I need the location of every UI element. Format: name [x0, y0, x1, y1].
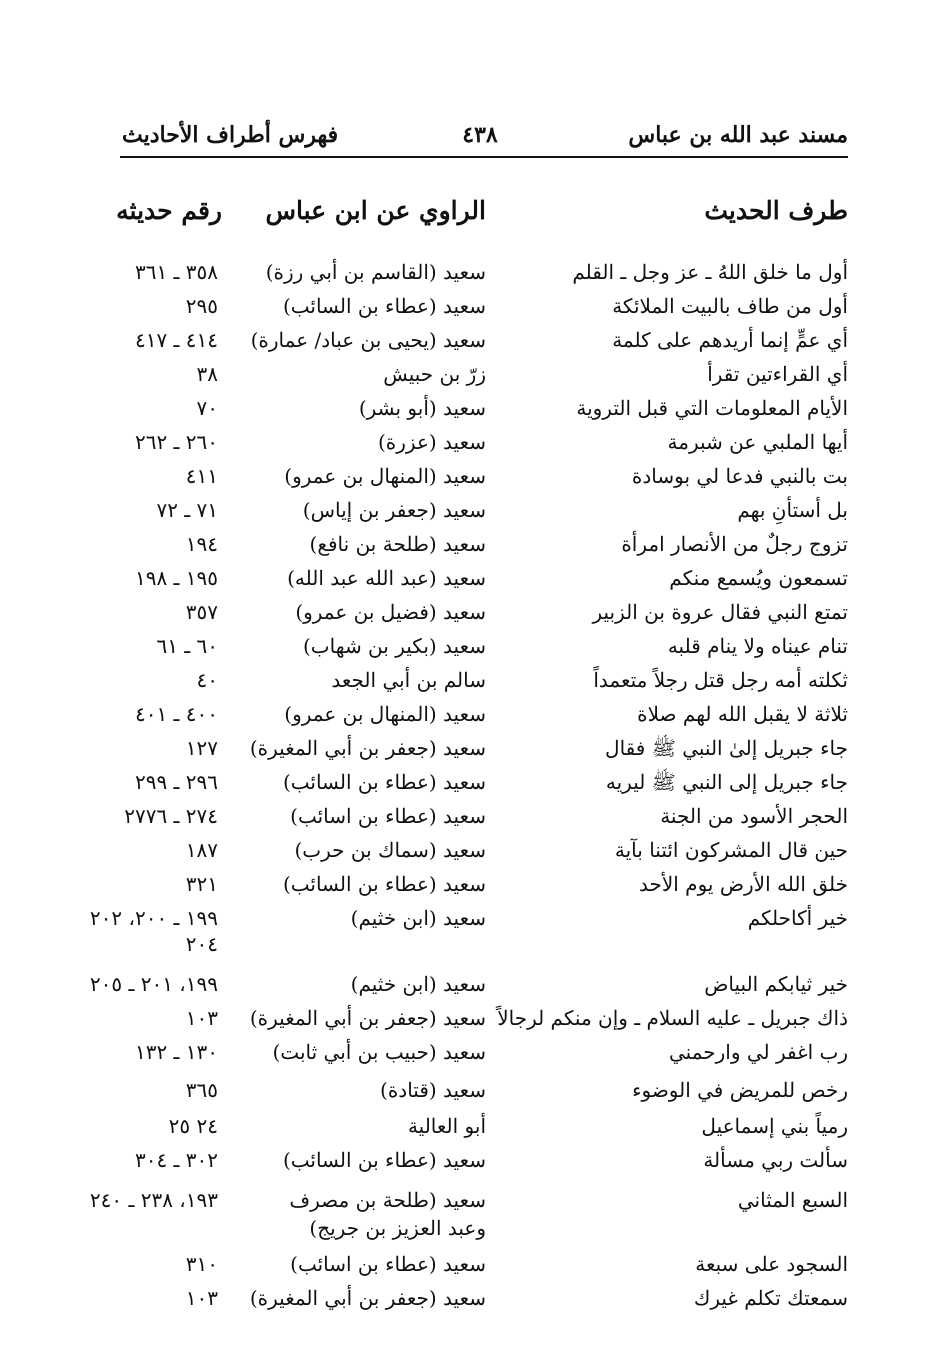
narrator-text: سعيد (المنهال بن عمرو) [284, 464, 486, 488]
narrator-text: سعيد (عطاء بن السائب) [282, 294, 486, 318]
narrator-text: سعيد (سماك بن حرب) [294, 838, 486, 862]
table-row [0, 1004, 940, 1038]
hadith-text: السبع المثاني [737, 1188, 848, 1212]
table-row [0, 870, 940, 904]
hadith-text: رمياً بني إسماعيل [701, 1114, 848, 1138]
hadith-number: ٧٠ [196, 396, 218, 420]
table-row [0, 632, 940, 666]
hadith-text: تنام عيناه ولا ينام قلبه [667, 634, 848, 658]
narrator-text: سعيد (ابن خثيم) [350, 972, 486, 996]
narrator-text: سعيد (طلحة بن مصرف [289, 1188, 486, 1212]
table-row [0, 258, 940, 292]
table-row [0, 1112, 940, 1146]
hadith-text: خير ثيابكم البياض [704, 972, 848, 996]
hadith-text: بل أستأنِ بهم [737, 498, 848, 522]
hadith-number: ٣٦٥ [185, 1078, 218, 1102]
hadith-text: تمتع النبي فقال عروة بن الزبير [592, 600, 848, 624]
hadith-number: ٢٩٦ ـ ٢٩٩ [134, 770, 218, 794]
table-row [0, 1038, 940, 1072]
hadith-text: حين قال المشركون ائتنا بآية [614, 838, 848, 862]
table-row [0, 1186, 940, 1240]
table-row [0, 904, 940, 956]
narrator-text: سعيد (عطاء بن اسائب) [290, 804, 486, 828]
narrator-text: أبو العالية [407, 1114, 486, 1138]
hadith-text: رخص للمريض في الوضوء [632, 1078, 848, 1102]
hadith-number: ٤١٤ ـ ٤١٧ [134, 328, 218, 352]
hadith-text: ذاك جبريل ـ عليه السلام ـ وإن منكم لرجالاً [497, 1006, 848, 1030]
hadith-number-continuation: ٢٠٤ [185, 932, 218, 956]
hadith-text: أي عمٍّ إنما أريدهم على كلمة [612, 328, 848, 352]
hadith-number: ٤٠٠ ـ ٤٠١ [134, 702, 218, 726]
narrator-text: سعيد (جعفر بن أبي المغيرة) [249, 736, 486, 760]
hadith-text: الأيام المعلومات التي قبل التروية [576, 396, 848, 420]
table-row [0, 734, 940, 768]
hadith-number: ١٨٧ [185, 838, 218, 862]
hadith-text: تزوج رجلٌ من الأنصار امرأة [621, 532, 848, 556]
table-row [0, 292, 940, 326]
hadith-number: ٣٥٧ [185, 600, 218, 624]
narrator-text: سعيد (جعفر بن أبي المغيرة) [249, 1286, 486, 1310]
table-row [0, 700, 940, 734]
hadith-text: خلق الله الأرض يوم الأحد [639, 872, 848, 896]
hadith-text: بت بالنبي فدعا لي بوسادة [631, 464, 848, 488]
hadith-number: ١٩٤ [185, 532, 218, 556]
hadith-number: ٧١ ـ ٧٢ [156, 498, 218, 522]
narrator-text: سعيد (حبيب بن أبي ثابت) [272, 1040, 486, 1064]
hadith-number: ١٩٥ ـ ١٩٨ [134, 566, 218, 590]
narrator-text: سعيد (فضيل بن عمرو) [295, 600, 486, 624]
table-row [0, 1076, 940, 1110]
narrator-text: سعيد (عطاء بن السائب) [282, 1148, 486, 1172]
hadith-number: ٢٩٥ [185, 294, 218, 318]
hadith-text: خير أكاحلكم [747, 906, 848, 930]
hadith-number: ٦٠ ـ ٦١ [156, 634, 218, 658]
hadith-number: ٣١٠ [185, 1252, 218, 1276]
hadith-number: ٢٦٠ ـ ٢٦٢ [134, 430, 218, 454]
hadith-number: ١٣٠ ـ ١٣٢ [134, 1040, 218, 1064]
hadith-text: تسمعون ويُسمع منكم [669, 566, 848, 590]
narrator-text: سعيد (يحيى بن عباد/ عمارة) [250, 328, 486, 352]
narrator-text: سعيد (عزرة) [377, 430, 486, 454]
book-title: مسند عبد الله بن عباس [628, 122, 848, 148]
table-row [0, 462, 940, 496]
narrator-text: سعيد (طلحة بن نافع) [309, 532, 486, 556]
narrator-text: سعيد (بكير بن شهاب) [303, 634, 486, 658]
hadith-number: ٢٧٤ ـ ٢٧٧٦ [124, 804, 218, 828]
hadith-number: ٣٠٢ ـ ٣٠٤ [134, 1148, 218, 1172]
table-row [0, 802, 940, 836]
table-row [0, 1250, 940, 1284]
hadith-text: السجود على سبعة [695, 1252, 848, 1276]
hadith-text: أول من طاف بالبيت الملائكة [612, 294, 848, 318]
narrator-text: سعيد (المنهال بن عمرو) [284, 702, 486, 726]
table-row [0, 360, 940, 394]
hadith-text: الحجر الأسود من الجنة [660, 804, 848, 828]
table-row [0, 666, 940, 700]
column-header-hadith: طرف الحديث [704, 196, 848, 225]
table-row [0, 564, 940, 598]
hadith-text: جاء جبريل إلىٰ النبي ﷺ فقال [605, 736, 848, 760]
hadith-number: ٤٠ [196, 668, 218, 692]
table-row [0, 1284, 940, 1318]
hadith-number: ٢٤ ٢٥ [168, 1114, 218, 1138]
column-header-narrator: الراوي عن ابن عباس [265, 196, 486, 225]
hadith-number: ١٢٧ [185, 736, 218, 760]
hadith-number: ٣٥٨ ـ ٣٦١ [134, 260, 218, 284]
table-row [0, 530, 940, 564]
table-row [0, 1146, 940, 1180]
hadith-text: سمعتك تكلم غيرك [693, 1286, 848, 1310]
hadith-text: ثلاثة لا يقبل الله لهم صلاة [637, 702, 848, 726]
hadith-number: ٣٢١ [185, 872, 218, 896]
narrator-text: زرّ بن حبيش [383, 362, 486, 386]
hadith-text: ثكلته أمه رجل قتل رجلاً متعمداً [593, 668, 848, 692]
table-row [0, 598, 940, 632]
narrator-text: سعيد (القاسم بن أبي رزة) [265, 260, 486, 284]
narrator-text: سعيد (قتادة) [380, 1078, 486, 1102]
hadith-text: أول ما خلق اللهُ ـ عز وجل ـ القلم [572, 260, 848, 284]
hadith-number: ١٩٩ ـ ٢٠٠، ٢٠٢ [89, 906, 218, 930]
narrator-text: سعيد (جعفر بن إياس) [302, 498, 486, 522]
hadith-text: جاء جبريل إلى النبي ﷺ ليريه [605, 770, 848, 794]
table-row [0, 428, 940, 462]
narrator-text: سعيد (عبد الله عبد الله) [287, 566, 486, 590]
hadith-number: ١٠٣ [185, 1286, 218, 1310]
narrator-text: سعيد (جعفر بن أبي المغيرة) [249, 1006, 486, 1030]
hadith-text: أيها الملبي عن شبرمة [667, 430, 848, 454]
narrator-text: سعيد (عطاء بن السائب) [282, 872, 486, 896]
hadith-number: ١٠٣ [185, 1006, 218, 1030]
hadith-number: ٣٨ [196, 362, 218, 386]
narrator-text: سعيد (عطاء بن السائب) [282, 770, 486, 794]
table-row [0, 768, 940, 802]
narrator-text: سعيد (ابن خثيم) [350, 906, 486, 930]
hadith-text: أي القراءتين تقرأ [707, 362, 848, 386]
table-row [0, 836, 940, 870]
table-row [0, 970, 940, 1004]
narrator-continuation: وعبد العزيز بن جريج) [309, 1216, 486, 1240]
section-title: فهرس أطراف الأحاديث [122, 122, 339, 148]
column-header-number: رقم حديثه [116, 196, 222, 225]
hadith-number: ١٩٩، ٢٠١ ـ ٢٠٥ [89, 972, 218, 996]
table-row [0, 326, 940, 360]
narrator-text: سعيد (عطاء بن اسائب) [290, 1252, 486, 1276]
narrator-text: سالم بن أبي الجعد [331, 668, 486, 692]
hadith-number: ٤١١ [185, 464, 218, 488]
table-row [0, 394, 940, 428]
narrator-text: سعيد (أبو بشر) [358, 396, 486, 420]
hadith-number: ١٩٣، ٢٣٨ ـ ٢٤٠ [89, 1188, 218, 1212]
page-number: ٤٣٨ [462, 122, 498, 148]
table-row [0, 496, 940, 530]
hadith-text: سألت ربي مسألة [703, 1148, 848, 1172]
hadith-text: رب اغفر لي وارحمني [669, 1040, 848, 1064]
